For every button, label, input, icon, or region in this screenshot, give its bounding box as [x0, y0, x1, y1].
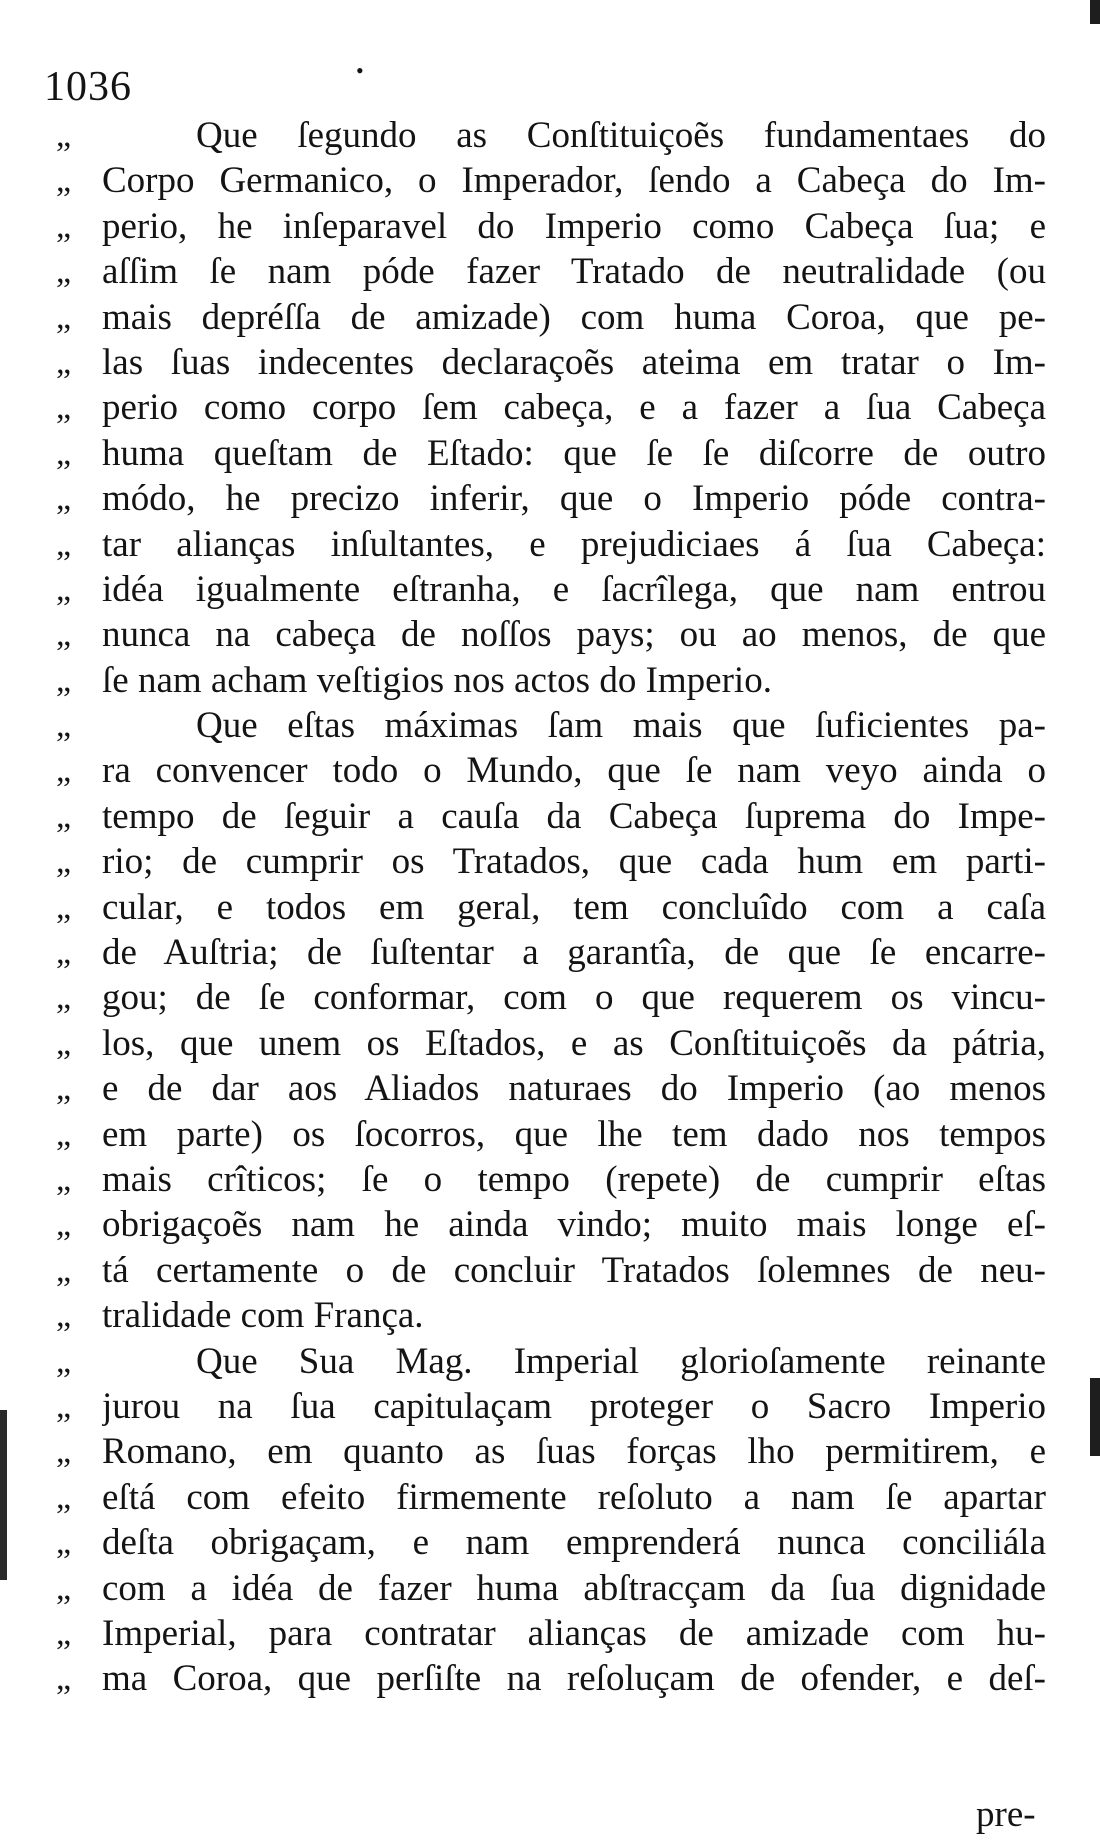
- line-text: ma Coroa, que perſiſte na reſoluçam de ofender, e deſ-: [102, 1658, 1046, 1700]
- text-line: [56, 1339, 1046, 1384]
- quotation-mark: „: [56, 707, 72, 745]
- line-text: deſta obrigaçam, e nam emprenderá nunca conciliála: [102, 1522, 1046, 1564]
- line-text: Que ſegundo as Conſtituiçoẽs fundamentaes do: [196, 115, 1046, 156]
- quotation-mark: „: [56, 298, 72, 336]
- quotation-mark: „: [56, 797, 72, 835]
- quotation-mark: „: [56, 207, 72, 245]
- line-text: Que eſtas máximas ſam mais que ſuficientes pa-: [196, 705, 1046, 747]
- text-line: [56, 1566, 1046, 1611]
- line-text: perio, he inſeparavel do Imperio como Cabeça ſua; e: [102, 205, 1046, 247]
- text-line: [56, 385, 1046, 430]
- quotation-mark: „: [56, 616, 72, 654]
- stray-ink-mark: •: [356, 58, 364, 83]
- quotation-mark: „: [56, 480, 72, 518]
- text-line: [56, 113, 1046, 158]
- text-line: [56, 839, 1046, 884]
- page-edge-shadow-right-top: [1090, 0, 1100, 24]
- line-text: cular, e todos em geral, tem concluîdo com a caſa: [102, 886, 1046, 928]
- quotation-mark: „: [56, 1478, 72, 1516]
- text-line: [56, 930, 1046, 975]
- quotation-mark: „: [56, 1660, 72, 1698]
- quotation-mark: „: [56, 1524, 72, 1562]
- quotation-mark: „: [56, 1070, 72, 1108]
- text-line: [56, 794, 1046, 839]
- quotation-mark: „: [56, 1115, 72, 1153]
- line-text: jurou na ſua capitulaçam proteger o Sacro Imperio: [102, 1385, 1046, 1427]
- text-line: [56, 1202, 1046, 1247]
- quotation-mark: „: [56, 1251, 72, 1289]
- line-text: huma queſtam de Eſtado: que ſe ſe diſcorre de outro: [102, 432, 1046, 474]
- quotation-mark: „: [56, 934, 72, 972]
- quotation-mark: „: [56, 888, 72, 926]
- line-text: tempo de ſeguir a cauſa da Cabeça ſuprema do Impe-: [102, 795, 1046, 837]
- line-text: los, que unem os Eſtados, e as Conſtituiçoẽs da pátria,: [102, 1022, 1046, 1064]
- quotation-mark: „: [56, 1297, 72, 1335]
- text-line: [56, 975, 1046, 1020]
- quotation-mark: „: [56, 1387, 72, 1425]
- line-text: tar alianças inſultantes, e prejudiciaes á ſua Cabeça:: [102, 523, 1046, 565]
- text-line: [56, 158, 1046, 203]
- line-text: rio; de cumprir os Tratados, que cada hum em parti-: [102, 841, 1046, 883]
- line-text: módo, he precizo inferir, que o Imperio póde contra-: [102, 478, 1046, 520]
- text-line: [56, 1066, 1046, 1111]
- quotation-mark: „: [56, 343, 72, 381]
- text-line: [56, 1157, 1046, 1202]
- text-line: [56, 340, 1046, 385]
- quotation-mark: „: [56, 162, 72, 200]
- quotation-mark: „: [56, 525, 72, 563]
- line-text: ra convencer todo o Mundo, que ſe nam veyo ainda o: [102, 750, 1046, 792]
- line-text: ſe nam acham veſtigios nos actos do Imperio.: [102, 659, 772, 701]
- text-line: [56, 1475, 1046, 1520]
- quotation-mark: „: [56, 1569, 72, 1607]
- line-text: eſtá com efeito firmemente reſoluto a nam ſe apartar: [102, 1476, 1046, 1518]
- page-edge-shadow-right-mid: [1090, 1378, 1100, 1456]
- line-text: gou; de ſe conformar, com o que requerem os vincu-: [102, 977, 1046, 1019]
- text-line: [56, 249, 1046, 294]
- text-line: [56, 1021, 1046, 1066]
- quotation-mark: „: [56, 1614, 72, 1652]
- line-text: perio como corpo ſem cabeça, e a fazer a ſua Cabeça: [102, 387, 1046, 429]
- text-line: [56, 567, 1046, 612]
- line-text: Que Sua Mag. Imperial glorioſamente reinante: [196, 1340, 1046, 1382]
- quotation-mark: „: [56, 979, 72, 1017]
- line-text: Corpo Germanico, o Imperador, ſendo a Cabeça do Im-: [102, 160, 1046, 202]
- line-text: obrigaçoẽs nam he ainda vindo; muito mais longe eſ-: [102, 1204, 1046, 1246]
- text-line: [56, 295, 1046, 340]
- text-line: [56, 204, 1046, 249]
- text-line: [56, 1293, 1046, 1338]
- line-text: tá certamente o de concluir Tratados ſolemnes de neu-: [102, 1249, 1046, 1291]
- quotation-mark: „: [56, 1160, 72, 1198]
- line-text: idéa igualmente eſtranha, e ſacrîlega, que nam entrou: [102, 568, 1046, 610]
- text-line: [56, 658, 1046, 703]
- quotation-mark: „: [56, 389, 72, 427]
- catchword: pre-: [976, 1794, 1036, 1835]
- line-text: tralidade com França.: [102, 1295, 424, 1337]
- text-line: [56, 612, 1046, 657]
- quotation-mark: „: [56, 253, 72, 291]
- line-text: em parte) os ſocorros, que lhe tem dado nos tempos: [102, 1113, 1046, 1155]
- text-line: [56, 431, 1046, 476]
- text-line: [56, 885, 1046, 930]
- text-line: [56, 748, 1046, 793]
- line-text: las ſuas indecentes declaraçoẽs ateima em tratar o Im-: [102, 341, 1046, 383]
- line-text: mais depréſſa de amizade) com huma Coroa, que pe-: [102, 296, 1046, 338]
- text-line: [56, 522, 1046, 567]
- text-line: [56, 1112, 1046, 1157]
- text-line: [56, 1611, 1046, 1656]
- text-line: [56, 703, 1046, 748]
- quotation-mark: „: [56, 1024, 72, 1062]
- quotation-mark: „: [56, 434, 72, 472]
- line-text: de Auſtria; de ſuſtentar a garantîa, de que ſe encarre-: [102, 932, 1046, 974]
- quotation-mark: „: [56, 661, 72, 699]
- text-line: [56, 1429, 1046, 1474]
- quotation-mark: „: [56, 843, 72, 881]
- quotation-mark: „: [56, 1433, 72, 1471]
- line-text: com a idéa de fazer huma abſtracçam da ſua dignidade: [102, 1567, 1046, 1609]
- text-line: [56, 476, 1046, 521]
- text-line: [56, 1520, 1046, 1565]
- line-text: mais crîticos; ſe o tempo (repete) de cumprir eſtas: [102, 1158, 1046, 1200]
- quotation-mark: „: [56, 570, 72, 608]
- text-line: [56, 1656, 1046, 1701]
- line-text: e de dar aos Aliados naturaes do Imperio (ao menos: [102, 1068, 1046, 1110]
- text-line: [56, 1384, 1046, 1429]
- quotation-mark: „: [56, 117, 72, 154]
- quotation-mark: „: [56, 1206, 72, 1244]
- line-text: Imperial, para contratar alianças de amizade com hu-: [102, 1612, 1046, 1654]
- page-number: 1036: [44, 64, 132, 110]
- text-line: [56, 1248, 1046, 1293]
- body-text: [56, 113, 1046, 1702]
- line-text: nunca na cabeça de noſſos pays; ou ao menos, de que: [102, 614, 1046, 656]
- quotation-mark: „: [56, 1342, 72, 1380]
- quotation-mark: „: [56, 752, 72, 790]
- line-text: aſſim ſe nam póde fazer Tratado de neutralidade (ou: [102, 251, 1046, 293]
- page-edge-shadow-left: [0, 1410, 7, 1580]
- line-text: Romano, em quanto as ſuas forças lho permitirem, e: [102, 1431, 1046, 1473]
